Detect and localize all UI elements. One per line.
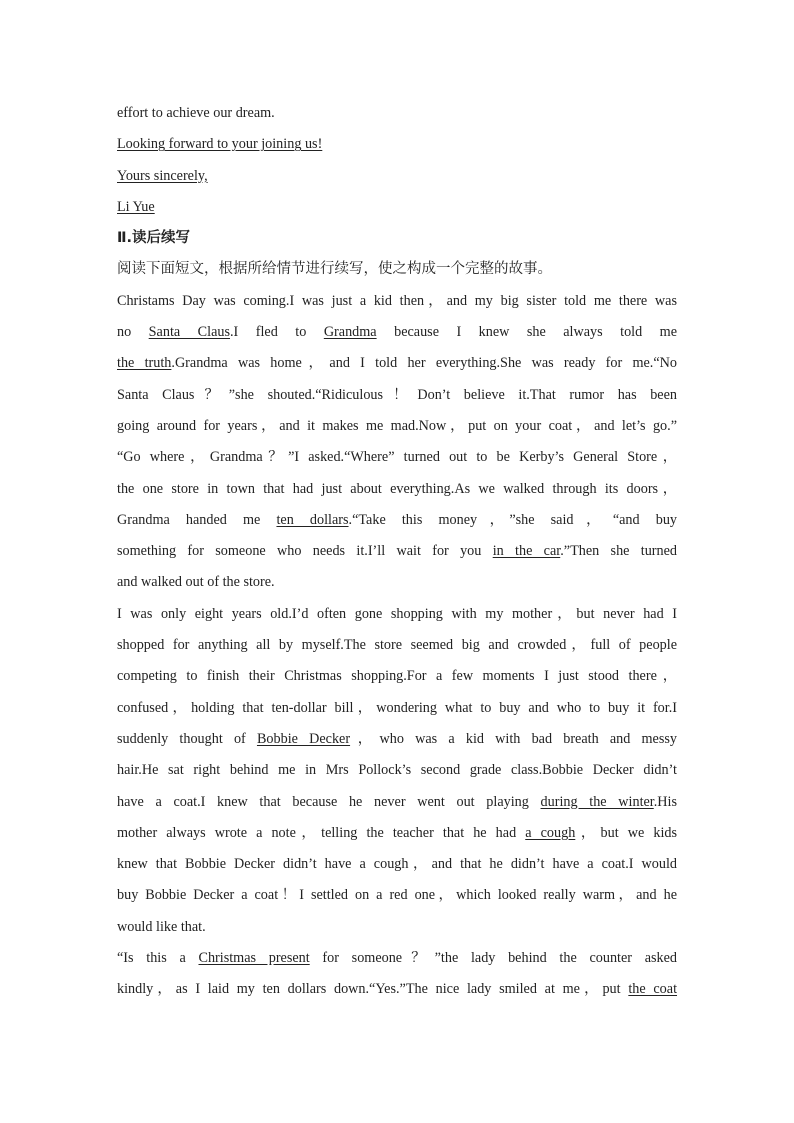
section-instruction: 阅读下面短文，根据所给情节进行续写，使之构成一个完整的故事。	[117, 261, 552, 278]
story-line: Grandma handed me ten dollars.“Take this money，”she said，“and buy	[117, 511, 678, 528]
story-line: hair.He sat right behind me in Mrs Pollock’s second grade class.Bobbie Decker didn’t	[117, 762, 677, 779]
letter-line: effort to achieve our dream.	[117, 105, 275, 121]
story-line: knew that Bobbie Decker didn’t have a cough，and that he didn’t have a coat.I would	[117, 856, 677, 873]
underlined-text: Yours sincerely,	[117, 167, 208, 184]
story-line: going around for years，and it makes me mad.Now，put on your coat，and let’s go.”	[117, 417, 677, 434]
underlined-text: Santa Claus	[148, 324, 230, 341]
underlined-text: the coat	[628, 981, 678, 998]
underlined-text: Looking forward to your joining us!	[117, 136, 323, 153]
story-line: competing to finish their Christmas shopping.For a few moments I just stood there，	[117, 668, 677, 685]
story-line: would like that.	[117, 918, 206, 935]
underlined-text: Li Yue	[117, 198, 155, 215]
underlined-text: during the winter	[540, 793, 654, 810]
underlined-text: Christmas present	[198, 950, 310, 967]
letter-signoff	[117, 161, 677, 192]
underlined-text: in the car	[492, 543, 561, 560]
document-page	[117, 98, 677, 1006]
underlined-text: Bobbie Decker	[256, 730, 351, 747]
story-line: “Is this a Christmas present for someone？”the lady behind the counter asked	[117, 950, 678, 967]
story-line: Santa Claus？”she shouted.“Ridiculous！Don’t believe it.That rumor has been	[117, 386, 677, 403]
story-line: Christams Day was coming.I was just a kid then，and my big sister told me there was	[117, 292, 677, 309]
story-line: have a coat.I knew that because he never went out playing during the winter.His	[117, 793, 678, 810]
story-line: kindly，as I laid my ten dollars down.“Yes.”The nice lady smiled at me，put the coat	[117, 981, 678, 998]
story-line: mother always wrote a note，telling the teacher that he had a cough，but we kids	[117, 824, 677, 841]
story-line: and walked out of the store.	[117, 574, 275, 591]
underlined-text: ten dollars	[276, 511, 349, 528]
story-line: I was only eight years old.I’d often gone shopping with my mother，but never had I	[117, 605, 677, 622]
story-line: shopped for anything all by myself.The store seemed big and crowded，full of people	[117, 637, 677, 654]
story-line: buy Bobbie Decker a coat！I settled on a red one，which looked really warm，and he	[117, 887, 677, 904]
letter-signature	[117, 192, 677, 223]
story-line: the one store in town that had just about everything.As we walked through its doors，	[117, 480, 677, 497]
story-line: no Santa Claus.I fled to Grandma because I knew she always told me	[117, 324, 678, 341]
underlined-text: a cough	[525, 824, 576, 841]
letter-closing-line	[117, 129, 677, 160]
story-line: something for someone who needs it.I’ll wait for you in the car.”Then she turned	[117, 543, 678, 560]
story-line: the truth.Grandma was home，and I told her everything.She was ready for me.“No	[117, 355, 677, 372]
story-line: suddenly thought of Bobbie Decker，who was a kid with bad breath and messy	[117, 730, 677, 747]
story-line: confused，holding that ten-dollar bill，wondering what to buy and who to buy it for.I	[117, 699, 677, 716]
underlined-text: Grandma	[323, 324, 377, 341]
section-heading: Ⅱ.读后续写	[117, 230, 191, 247]
underlined-text: the truth	[117, 355, 172, 372]
story-line: “Go where，Grandma？”I asked.“Where” turned out to be Kerby’s General Store，	[117, 449, 677, 466]
